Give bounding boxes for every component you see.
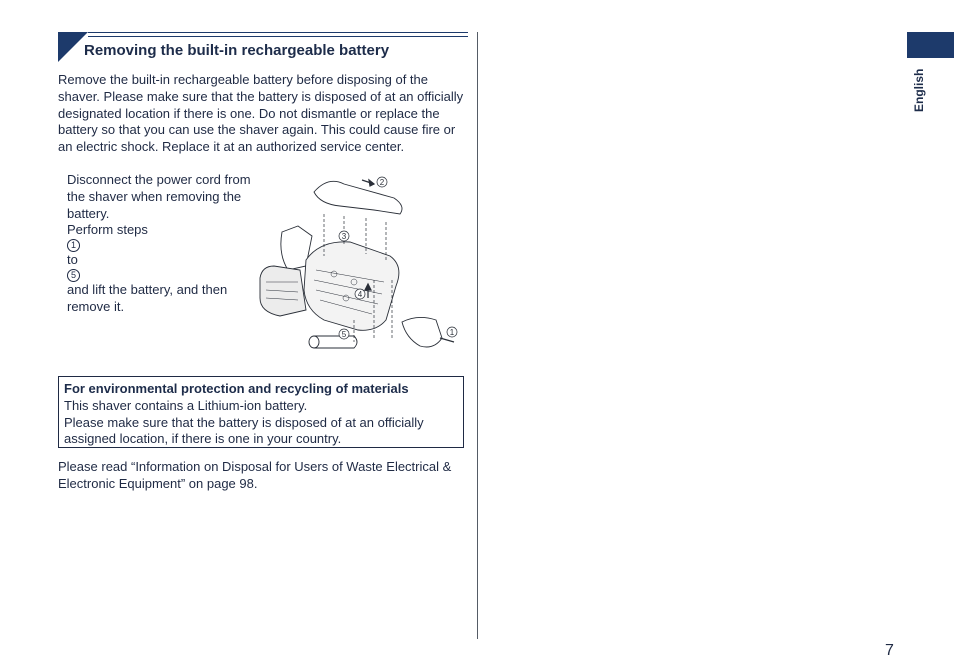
- steps-text-pre: Perform steps: [67, 222, 148, 238]
- steps-text-mid: to: [67, 252, 78, 268]
- callout-step-3: [339, 231, 349, 241]
- top-cover-part: [314, 181, 402, 214]
- section-title: Removing the built-in rechargeable battery: [84, 42, 390, 59]
- svg-text:5: 5: [341, 330, 347, 339]
- svg-text:2: 2: [379, 178, 385, 187]
- column-divider: [477, 32, 478, 639]
- environmental-note-box: [58, 376, 464, 448]
- step-first-number: 1: [67, 239, 80, 252]
- callout-step-1: [447, 327, 457, 337]
- step-last-number: 5: [67, 269, 80, 282]
- intro-paragraph: Remove the built-in rechargeable battery before disposing of the shaver. Please make sure that the battery is disposed of at an officially designated location if there is one. Do not dismantle or replace the battery so that you can use the shaver again. This could cause fire or an electric shock. Replace it at an authorized service center.: [58, 72, 464, 155]
- svg-text:4: 4: [357, 290, 363, 299]
- page-number: 7: [885, 642, 894, 659]
- steps-line-disconnect: Disconnect the power cord from the shaver when removing the battery.: [67, 172, 251, 221]
- language-label: English: [912, 68, 926, 112]
- note-title: For environmental protection and recycling of materials: [64, 381, 409, 396]
- header-rule-bottom: [88, 36, 468, 37]
- svg-text:3: 3: [341, 232, 347, 241]
- callout-step-5: [339, 329, 349, 339]
- steps-line-perform: [67, 222, 257, 315]
- disposal-info-reference: Please read “Information on Disposal for Users of Waste Electrical & Electronic Equipment” on page 98.: [58, 459, 452, 491]
- bottom-cap-part: [402, 317, 442, 347]
- header-rule-top: [88, 32, 468, 33]
- steps-text-post: and lift the battery, and then remove it.: [67, 281, 228, 314]
- main-body-frame: [304, 242, 399, 330]
- callout-step-2: [377, 177, 387, 187]
- note-line-battery: This shaver contains a Lithium-ion battery.: [64, 397, 308, 413]
- svg-text:1: 1: [449, 328, 455, 337]
- callout-step-4: [355, 289, 365, 299]
- section-header: [58, 32, 468, 64]
- note-line-disposal: Please make sure that the battery is disposed of at an officially assigned location, if there is one in your country.: [64, 414, 424, 447]
- shaver-disassembly-illustration: [254, 170, 466, 370]
- steps-paragraph: [67, 172, 257, 316]
